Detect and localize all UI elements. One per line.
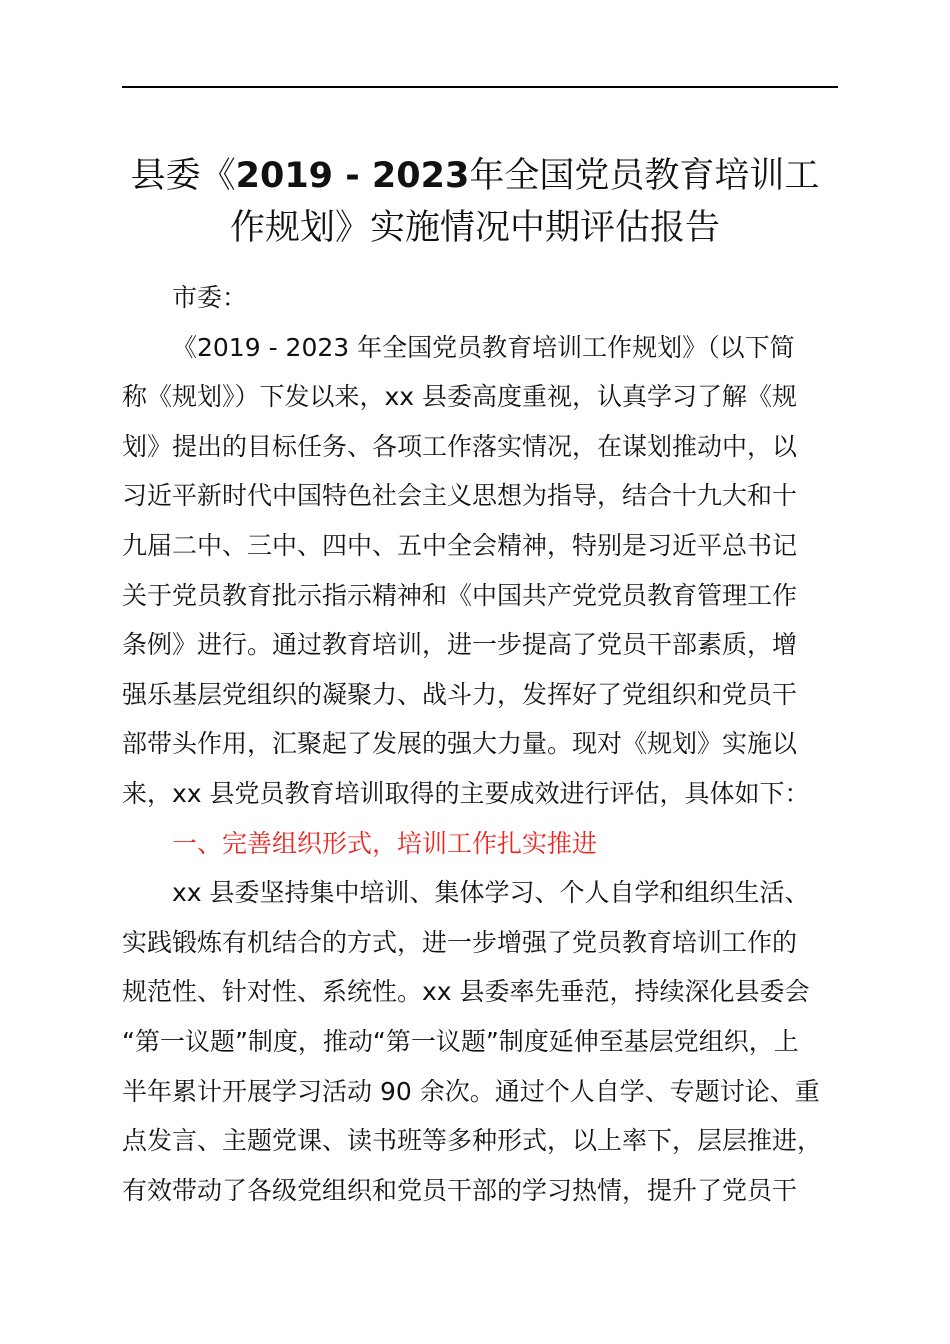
para1-line: 强乐基层党组织的凝聚力、战斗力，发挥好了党组织和党员干 <box>122 679 798 709</box>
document-body <box>122 273 862 1215</box>
para1-line: 九届二中、三中、四中、五中全会精神，特别是习近平总书记 <box>122 530 798 560</box>
section1-heading: 一、完善组织形式，培训工作扎实推进 <box>172 828 598 858</box>
salutation: 市委： <box>172 283 248 312</box>
title-text-b: 年全国党员教育培训工 <box>469 156 820 196</box>
header-rule <box>122 86 838 88</box>
para1-line: 条例》进行。通过教育培训，进一步提高了党员干部素质，增 <box>122 630 798 660</box>
para2-line: xx 县委坚持集中培训、集体学习、个人自学和组织生活、 <box>172 878 810 908</box>
para2-line: 有效带动了各级党组织和党员干部的学习热情，提升了党员干 <box>122 1175 798 1205</box>
para1-line: 划》提出的目标任务、各项工作落实情况，在谋划推动中，以 <box>122 431 798 461</box>
para2-line: 实践锻炼有机结合的方式，进一步增强了党员教育培训工作的 <box>122 927 798 957</box>
para1-line: 来，xx 县党员教育培训取得的主要成效进行评估，具体如下： <box>122 778 810 808</box>
para2-line: 半年累计开展学习活动 90 余次。通过个人自学、专题讨论、重 <box>122 1076 820 1106</box>
para1-line: 习近平新时代中国特色社会主义思想为指导，结合十九大和十 <box>122 481 798 511</box>
para2-line: “第一议题”制度，推动“第一议题”制度延伸至基层党组织，上 <box>122 1026 799 1056</box>
document-title <box>90 150 860 254</box>
title-year-range: 2019 - 2023 <box>235 156 470 196</box>
para1-line: 部带头作用，汇聚起了发展的强大力量。现对《规划》实施以 <box>122 729 798 759</box>
title-line-1 <box>90 150 860 202</box>
para2-line: 点发言、主题党课、读书班等多种形式，以上率下，层层推进， <box>122 1126 823 1156</box>
title-line-2: 作规划》实施情况中期评估报告 <box>229 208 720 248</box>
para2-line: 规范性、针对性、系统性。xx 县委率先垂范，持续深化县委会 <box>122 977 810 1007</box>
para1-line: 《2019 - 2023 年全国党员教育培训工作规划》（以下简 <box>172 332 795 362</box>
para1-line: 关于党员教育批示指示精神和《中国共产党党员教育管理工作 <box>122 580 798 610</box>
title-text-a: 县委《 <box>130 156 236 196</box>
para1-line: 称《规划》）下发以来，xx 县委高度重视，认真学习了解《规 <box>122 382 798 412</box>
